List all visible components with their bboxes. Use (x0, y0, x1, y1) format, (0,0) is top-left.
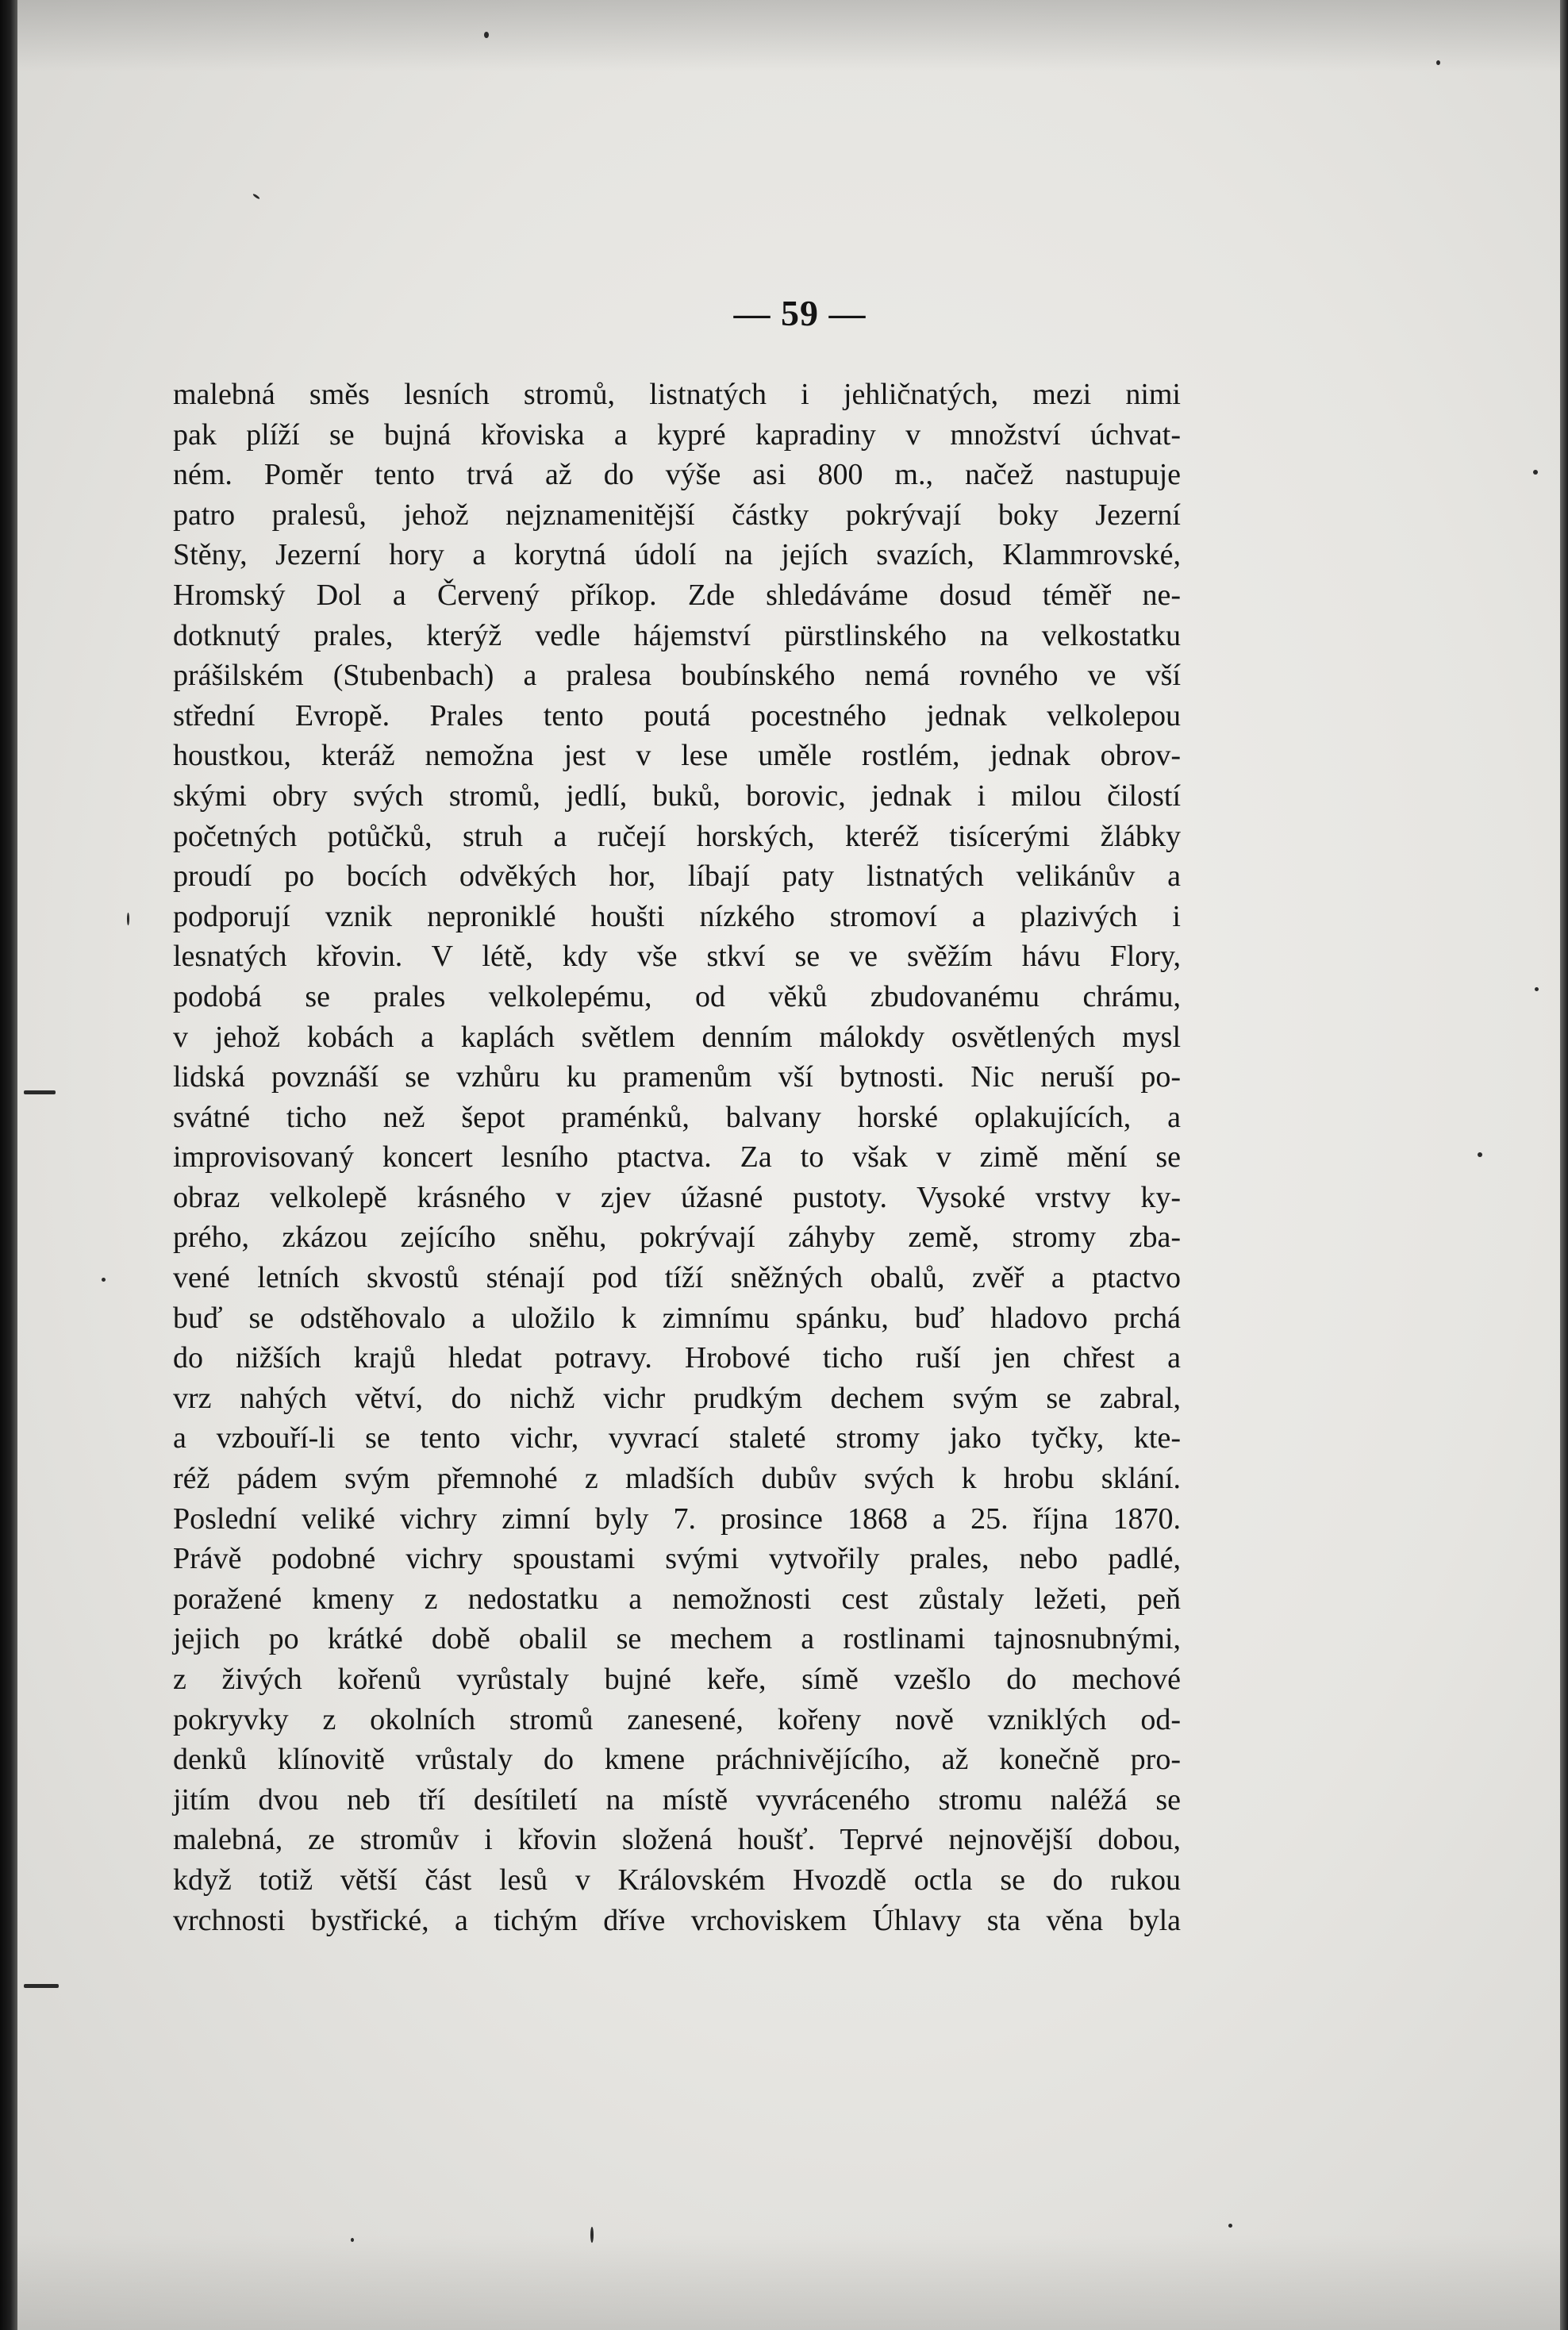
text-line: z živých kořenů vyrůstaly bujné keře, símě vzešlo do mechové (173, 1663, 1181, 1696)
text-line: Stěny, Jezerní hory a korytná údolí na jejích svazích, Klammrovské, (173, 538, 1181, 572)
text-line: když totiž větší část lesů v Královském Hvozdě octla se do rukou (173, 1863, 1181, 1897)
text-line: vené letních skvostů sténají pod tíží sněžných obalů, zvěř a ptactvo (173, 1261, 1181, 1295)
text-line: Hromský Dol a Červený příkop. Zde shledáváme dosud téměř ne- (173, 578, 1181, 612)
text-line: lesnatých křovin. V létě, kdy vše stkví se ve svěžím hávu Flory, (173, 940, 1181, 974)
text-line: prášilském (Stubenbach) a pralesa boubínského nemá rovného ve vší (173, 659, 1181, 693)
text-line: poražené kmeny z nedostatku a nemožnosti cest zůstaly ležeti, peň (173, 1582, 1181, 1616)
text-line: malebná směs lesních stromů, listnatých i jehličnatých, mezi nimi (173, 378, 1181, 411)
text-line: patro pralesů, jehož nejznamenitější částky pokrývají boky Jezerní (173, 498, 1181, 532)
book-binding-edge (0, 0, 17, 2330)
text-line: malebná, ze stromův i křovin složená houšť. Teprvé nejnovější dobou, (173, 1823, 1181, 1857)
paper-speck (252, 193, 260, 199)
page-right-edge (1560, 0, 1568, 2330)
text-line: podporují vznik neproniklé houšti nízkého stromoví a plazivých i (173, 899, 1181, 933)
text-line: skými obry svých stromů, jedlí, buků, borovic, jednak i milou čilostí (173, 779, 1181, 813)
text-line: a vzbouří-li se tento vichr, vyvrací staleté stromy jako tyčky, kte- (173, 1421, 1181, 1455)
text-line: vrz nahých větví, do nichž vichr prudkým dechem svým se zabral, (173, 1381, 1181, 1415)
paper-speck (1535, 987, 1539, 991)
page-number: — 59 — (733, 293, 867, 333)
text-line: svátné ticho než šepot praménků, balvany horské oplakujících, a (173, 1100, 1181, 1134)
text-line: Právě podobné vichry spoustami svými vytvořily prales, nebo padlé, (173, 1542, 1181, 1576)
text-line: denků klínovitě vrůstaly do kmene práchnivějícího, až konečně pro- (173, 1743, 1181, 1777)
paper-speck (484, 32, 489, 38)
text-line: početných potůčků, struh a ručejí horských, kteréž tisícerými žlábky (173, 819, 1181, 853)
paper-speck (24, 1090, 56, 1094)
paper-speck (590, 2227, 594, 2243)
text-line: buď se odstěhovalo a uložilo k zimnímu spánku, buď hladovo prchá (173, 1301, 1181, 1335)
text-line: proudí po bocích odvěkých hor, líbají paty listnatých velikánův a (173, 859, 1181, 894)
text-line: pak plíží se bujná křoviska a kypré kapradiny v množství úchvat- (173, 417, 1181, 452)
text-line: podobá se prales velkolepému, od věků zbudovanému chrámu, (173, 979, 1181, 1013)
text-line: pokryvky z okolních stromů zanesené, kořeny nově vzniklých od- (173, 1702, 1181, 1736)
paper-speck (102, 1278, 106, 1282)
text-line: vrchnosti bystřické, a tichým dříve vrchoviskem Úhlavy sta věna byla (173, 1903, 1181, 1937)
text-line: prého, zkázou zejícího sněhu, pokrývají záhyby země, stromy zba- (173, 1221, 1181, 1255)
text-line: lidská povznáší se vzhůru ku pramenům vší bytnosti. Nic neruší po- (173, 1060, 1181, 1094)
paper-speck (1436, 60, 1440, 65)
paper-speck (127, 913, 129, 925)
text-line: houstkou, kteráž nemožna jest v lese uměle rostlém, jednak obrov- (173, 739, 1181, 773)
text-line: jitím dvou neb tří desítiletí na místě vyvráceného stromu naléžá se (173, 1782, 1181, 1817)
body-text (173, 375, 1181, 1940)
paper-speck (1533, 470, 1538, 475)
top-shadow (0, 0, 1568, 71)
paper-speck (1228, 2224, 1232, 2228)
text-line: v jehož kobách a kaplách světlem denním málokdy osvětlených mysl (173, 1020, 1181, 1054)
text-line: ném. Poměr tento trvá až do výše asi 800 m., načež nastupuje (173, 458, 1181, 492)
paper-speck (24, 1984, 59, 1988)
text-line: dotknutý prales, kterýž vedle hájemství pürstlinského na velkostatku (173, 618, 1181, 652)
text-line: jejich po krátké době obalil se mechem a rostlinami tajnosnubnými, (173, 1622, 1181, 1656)
text-line: střední Evropě. Prales tento poutá pocestného jednak velkolepou (173, 698, 1181, 732)
paper-speck (1478, 1152, 1482, 1157)
bottom-shadow (0, 2235, 1568, 2330)
text-line: improvisovaný koncert lesního ptactva. Za to však v zimě mění se (173, 1140, 1181, 1175)
text-line: do nižších krajů hledat potravy. Hrobové ticho ruší jen chřest a (173, 1341, 1181, 1375)
paper-speck (351, 2238, 354, 2242)
text-line: Poslední veliké vichry zimní byly 7. prosince 1868 a 25. října 1870. (173, 1501, 1181, 1536)
text-line: réž pádem svým přemnohé z mladších dubův svých k hrobu sklání. (173, 1462, 1181, 1496)
text-line: obraz velkolepě krásného v zjev úžasné pustoty. Vysoké vrstvy ky- (173, 1180, 1181, 1214)
